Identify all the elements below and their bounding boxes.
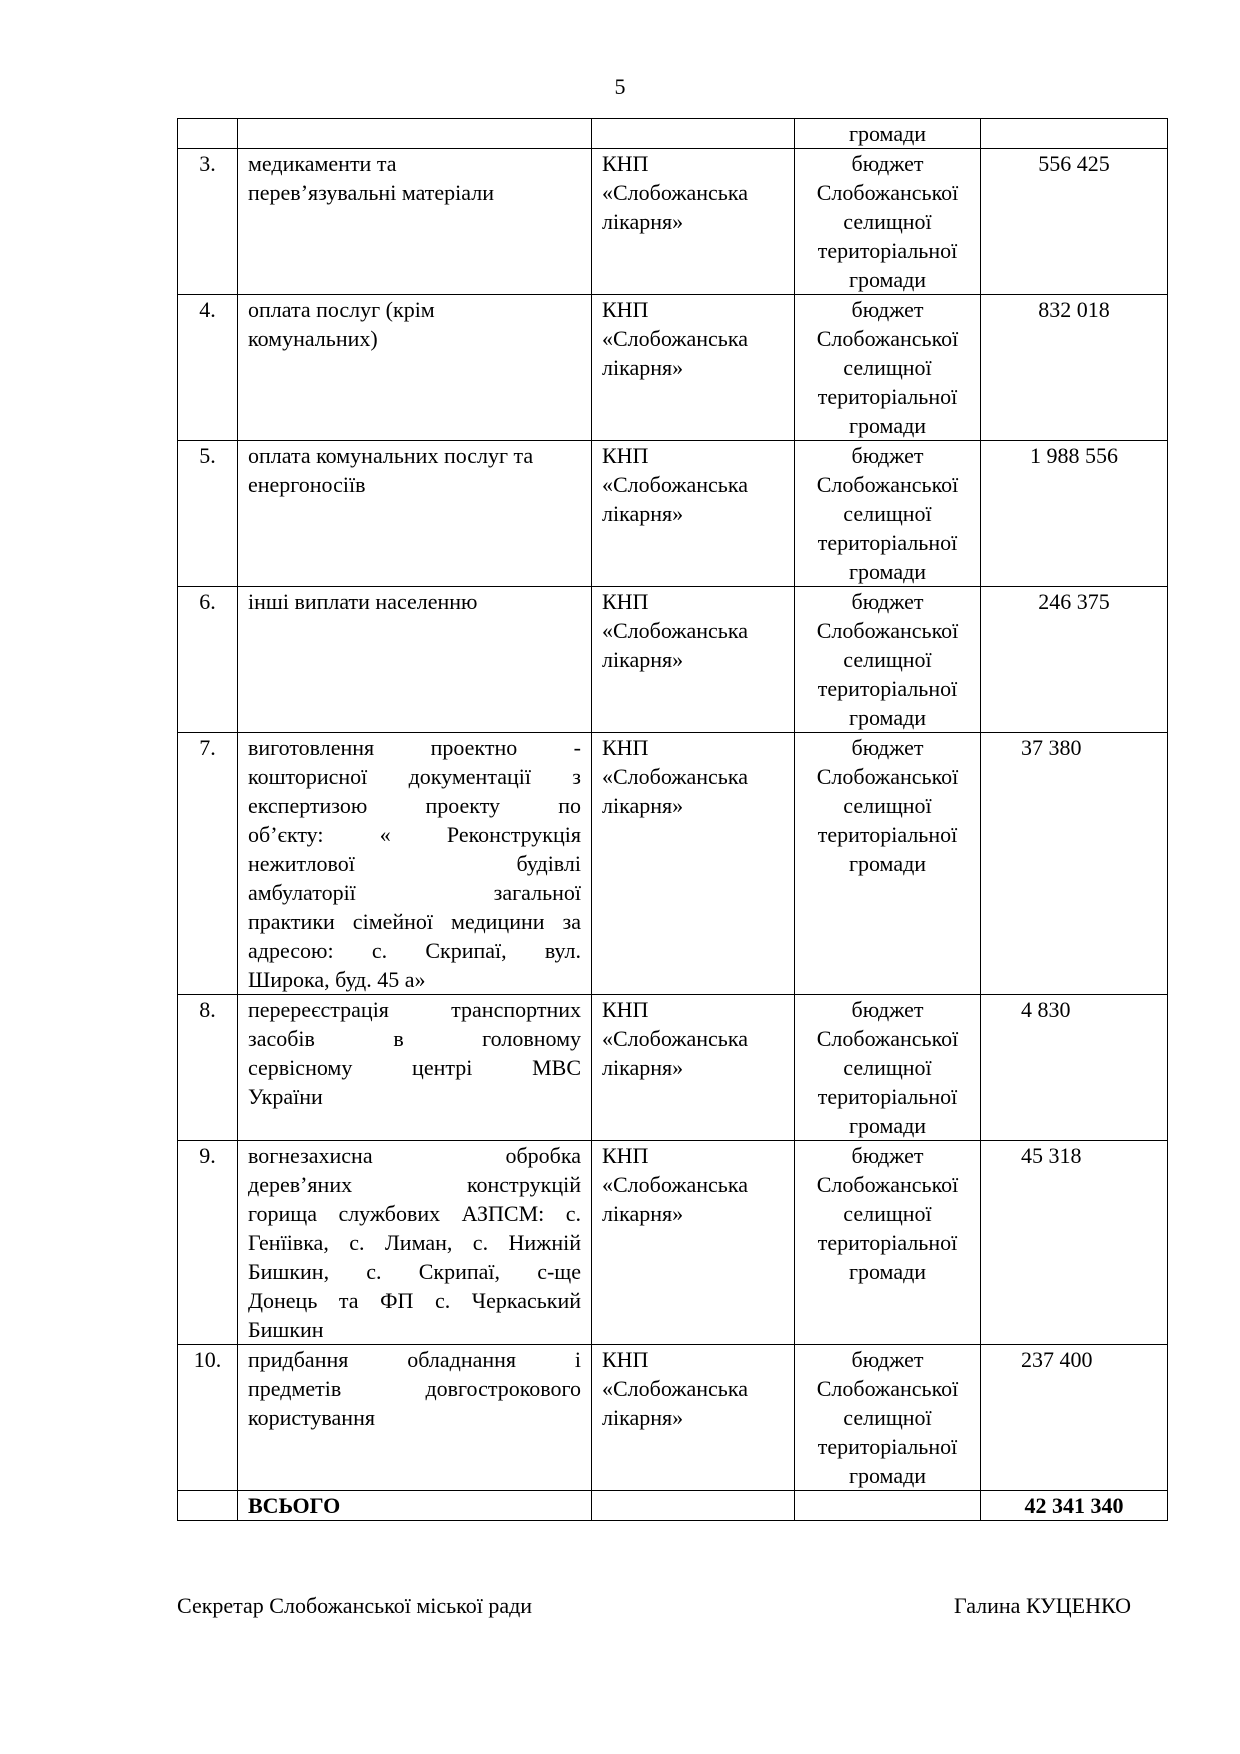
source-line: бюджет bbox=[851, 297, 924, 322]
source-line: селищної bbox=[843, 1055, 932, 1080]
funding-source bbox=[795, 587, 981, 733]
source-line: селищної bbox=[843, 1201, 932, 1226]
executor bbox=[592, 1141, 795, 1345]
expense-name bbox=[238, 733, 592, 995]
executor-line: «Слобожанська bbox=[602, 1376, 748, 1401]
row-number: 10. bbox=[178, 1345, 238, 1491]
executor bbox=[592, 733, 795, 995]
table-row bbox=[178, 1345, 1168, 1491]
executor-line: лікарня» bbox=[602, 501, 684, 526]
source-line: селищної bbox=[843, 355, 932, 380]
amount-cell bbox=[981, 119, 1168, 149]
expense-name-line: практики сімейної медицини за bbox=[248, 909, 581, 934]
source-line: територіальної bbox=[817, 530, 958, 555]
source-line: селищної bbox=[843, 209, 932, 234]
table-row bbox=[178, 995, 1168, 1141]
source-cell bbox=[795, 119, 981, 149]
expense-name-line: енергоносіїв bbox=[248, 472, 366, 497]
expense-name-line: Бишкин bbox=[248, 1317, 324, 1342]
executor-line: лікарня» bbox=[602, 1405, 684, 1430]
source-line: Слобожанської bbox=[816, 1172, 959, 1197]
amount: 832 018 bbox=[981, 295, 1168, 441]
amount: 37 380 bbox=[981, 733, 1168, 995]
funding-source bbox=[795, 441, 981, 587]
executor-line: КНП bbox=[602, 1143, 649, 1168]
expense-name bbox=[238, 587, 592, 733]
expense-name-line: інші виплати населенню bbox=[248, 589, 478, 614]
executor-line: лікарня» bbox=[602, 1055, 684, 1080]
expense-name-line: Генїівка, с. Лиман, с. Нижній bbox=[248, 1230, 581, 1255]
source-line: Слобожанської bbox=[816, 472, 959, 497]
source-line: громади bbox=[848, 1113, 927, 1138]
row-number: 3. bbox=[178, 149, 238, 295]
source-line: бюджет bbox=[851, 1347, 924, 1372]
source-cell bbox=[795, 1491, 981, 1521]
amount: 246 375 bbox=[981, 587, 1168, 733]
executor-line: лікарня» bbox=[602, 1201, 684, 1226]
source-line: Слобожанської bbox=[816, 764, 959, 789]
source-line: селищної bbox=[843, 647, 932, 672]
source-line: територіальної bbox=[817, 1434, 958, 1459]
expense-name-line: медикаменти та bbox=[248, 151, 397, 176]
amount: 45 318 bbox=[981, 1141, 1168, 1345]
source-line: територіальної bbox=[817, 238, 958, 263]
source-line: селищної bbox=[843, 1405, 932, 1430]
source-line: громади bbox=[848, 1259, 927, 1284]
executor-line: лікарня» bbox=[602, 355, 684, 380]
source-line: територіальної bbox=[817, 822, 958, 847]
expense-name-line: адресою: с. Скрипаї, вул. bbox=[248, 938, 581, 963]
expense-name-line: предметів довгострокового bbox=[248, 1376, 581, 1401]
funding-source bbox=[795, 733, 981, 995]
source-line: громади bbox=[848, 851, 927, 876]
expense-name bbox=[238, 149, 592, 295]
expense-name-line: користування bbox=[248, 1405, 375, 1430]
source-line: громади bbox=[848, 1463, 927, 1488]
table-row bbox=[178, 295, 1168, 441]
row-number: 6. bbox=[178, 587, 238, 733]
row-number: 8. bbox=[178, 995, 238, 1141]
expense-name bbox=[238, 295, 592, 441]
total-amount: 42 341 340 bbox=[981, 1491, 1168, 1521]
source-line: селищної bbox=[843, 501, 932, 526]
executor-line: «Слобожанська bbox=[602, 1026, 748, 1051]
source-line: Слобожанської bbox=[816, 618, 959, 643]
source-line: територіальної bbox=[817, 1230, 958, 1255]
signatory-name: Галина КУЦЕНКО bbox=[954, 1593, 1131, 1618]
executor-line: КНП bbox=[602, 443, 649, 468]
executor bbox=[592, 441, 795, 587]
expense-name bbox=[238, 1345, 592, 1491]
source-line: Слобожанської bbox=[816, 326, 959, 351]
row-number: 4. bbox=[178, 295, 238, 441]
total-row bbox=[178, 1491, 1168, 1521]
expense-name bbox=[238, 441, 592, 587]
row-number: 7. bbox=[178, 733, 238, 995]
expense-name-line: перев’язувальні матеріали bbox=[248, 180, 494, 205]
expense-name-line: вогнезахисна обробка bbox=[248, 1143, 581, 1168]
expense-name-line: об’єкту: « Реконструкція bbox=[248, 822, 581, 847]
executor-line: «Слобожанська bbox=[602, 326, 748, 351]
source-line: територіальної bbox=[817, 676, 958, 701]
source-line: територіальної bbox=[817, 384, 958, 409]
table-row bbox=[178, 1141, 1168, 1345]
amount: 237 400 bbox=[981, 1345, 1168, 1491]
source-line: бюджет bbox=[851, 443, 924, 468]
source-line: громади bbox=[848, 705, 927, 730]
funding-source bbox=[795, 1345, 981, 1491]
expense-name-line: Донець та ФП с. Черкаський bbox=[248, 1288, 581, 1313]
expense-name-line: Широка, буд. 45 а» bbox=[248, 967, 426, 992]
executor-line: КНП bbox=[602, 151, 649, 176]
funding-source bbox=[795, 295, 981, 441]
executor bbox=[592, 295, 795, 441]
executor-line: лікарня» bbox=[602, 647, 684, 672]
source-line: бюджет bbox=[851, 1143, 924, 1168]
expense-name bbox=[238, 995, 592, 1141]
source-line: Слобожанської bbox=[816, 1376, 959, 1401]
expense-name bbox=[238, 1141, 592, 1345]
funding-source bbox=[795, 149, 981, 295]
row-number: 5. bbox=[178, 441, 238, 587]
executor-line: «Слобожанська bbox=[602, 472, 748, 497]
page-number: 5 bbox=[614, 74, 626, 99]
num-cell bbox=[178, 1491, 238, 1521]
source-line: бюджет bbox=[851, 589, 924, 614]
executor-line: «Слобожанська bbox=[602, 180, 748, 205]
executor-line: лікарня» bbox=[602, 793, 684, 818]
budget-table bbox=[177, 118, 1168, 1521]
row-number: 9. bbox=[178, 1141, 238, 1345]
amount: 1 988 556 bbox=[981, 441, 1168, 587]
source-line: територіальної bbox=[817, 1084, 958, 1109]
source-line: громади bbox=[848, 121, 927, 146]
amount: 556 425 bbox=[981, 149, 1168, 295]
amount: 4 830 bbox=[981, 995, 1168, 1141]
executor bbox=[592, 995, 795, 1141]
table-row bbox=[178, 149, 1168, 295]
executor bbox=[592, 1345, 795, 1491]
expense-name-line: горища службових АЗПСМ: с. bbox=[248, 1201, 581, 1226]
source-line: бюджет bbox=[851, 151, 924, 176]
name-cell bbox=[238, 119, 592, 149]
expense-name-line: нежитлової будівлі bbox=[248, 851, 581, 876]
table-row-continuation bbox=[178, 119, 1168, 149]
total-label: ВСЬОГО bbox=[238, 1491, 592, 1521]
source-line: бюджет bbox=[851, 997, 924, 1022]
executor-line: КНП bbox=[602, 1347, 649, 1372]
num-cell bbox=[178, 119, 238, 149]
executor-line: КНП bbox=[602, 735, 649, 760]
source-line: громади bbox=[848, 267, 927, 292]
executor-line: КНП bbox=[602, 589, 649, 614]
source-line: Слобожанської bbox=[816, 1026, 959, 1051]
source-line: Слобожанської bbox=[816, 180, 959, 205]
expense-name-line: оплата послуг (крім bbox=[248, 297, 435, 322]
table-row bbox=[178, 441, 1168, 587]
expense-name-line: сервісному центрі МВС bbox=[248, 1055, 581, 1080]
executor-cell bbox=[592, 1491, 795, 1521]
executor-line: лікарня» bbox=[602, 209, 684, 234]
executor-line: «Слобожанська bbox=[602, 618, 748, 643]
expense-name-line: перереєстрація транспортних bbox=[248, 997, 581, 1022]
executor bbox=[592, 587, 795, 733]
expense-name-line: виготовлення проектно - bbox=[248, 735, 581, 760]
expense-name-line: оплата комунальних послуг та bbox=[248, 443, 534, 468]
expense-name-line: амбулаторії загальної bbox=[248, 880, 581, 905]
table-row bbox=[178, 733, 1168, 995]
signatory-role: Секретар Слобожанської міської ради bbox=[177, 1593, 533, 1618]
source-line: селищної bbox=[843, 793, 932, 818]
source-line: бюджет bbox=[851, 735, 924, 760]
expense-name-line: комунальних) bbox=[248, 326, 378, 351]
executor-cell bbox=[592, 119, 795, 149]
expense-name-line: експертизою проекту по bbox=[248, 793, 581, 818]
expense-name-line: придбання обладнання і bbox=[248, 1347, 581, 1372]
funding-source bbox=[795, 995, 981, 1141]
expense-name-line: України bbox=[248, 1084, 323, 1109]
executor-line: КНП bbox=[602, 297, 649, 322]
executor-line: «Слобожанська bbox=[602, 764, 748, 789]
expense-name-line: засобів в головному bbox=[248, 1026, 581, 1051]
source-line: громади bbox=[848, 413, 927, 438]
executor-line: КНП bbox=[602, 997, 649, 1022]
table-row bbox=[178, 587, 1168, 733]
source-line: громади bbox=[848, 559, 927, 584]
expense-name-line: Бишкин, с. Скрипаї, с-ще bbox=[248, 1259, 581, 1284]
funding-source bbox=[795, 1141, 981, 1345]
expense-name-line: кошторисної документації з bbox=[248, 764, 581, 789]
executor-line: «Слобожанська bbox=[602, 1172, 748, 1197]
expense-name-line: дерев’яних конструкцій bbox=[248, 1172, 581, 1197]
executor bbox=[592, 149, 795, 295]
